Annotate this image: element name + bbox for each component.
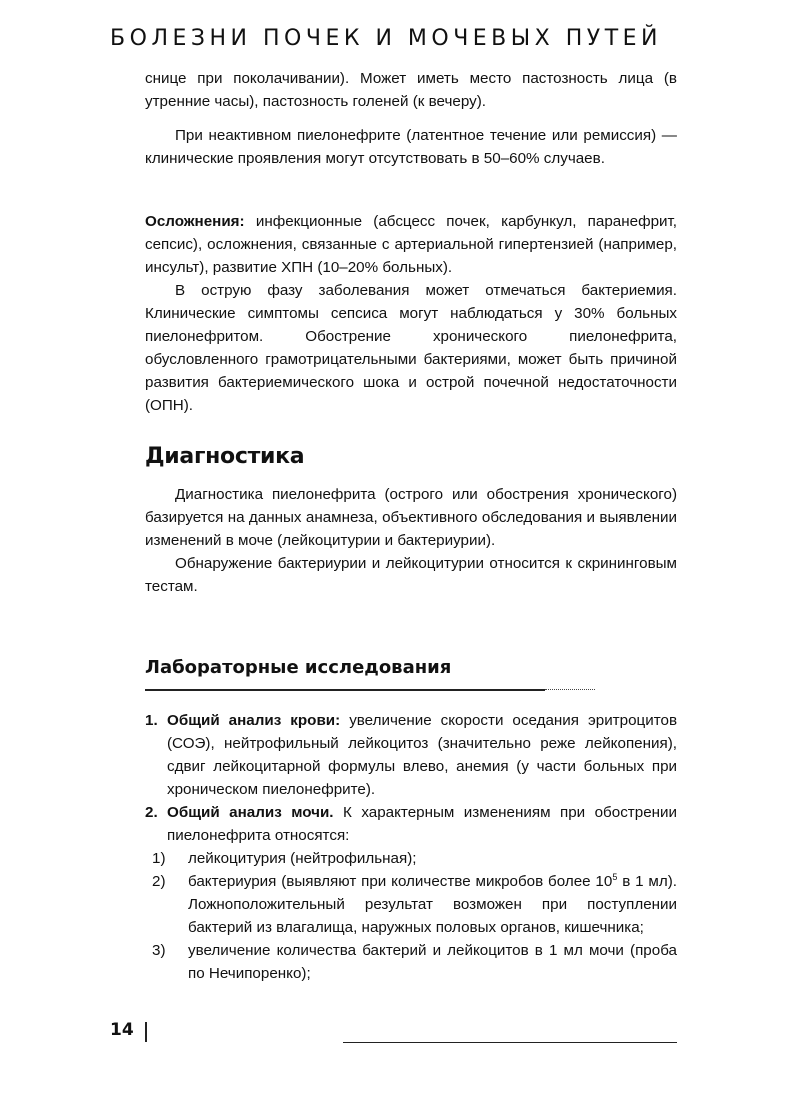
section-heading: Диагностика (145, 444, 305, 469)
list-item-text: К характерным изменениям при обострении пиелонефрита относятся: (167, 804, 678, 844)
page-number-divider (145, 1022, 147, 1042)
footer-rule (343, 1042, 677, 1043)
sub-list-item (152, 847, 677, 870)
bold-term: Общий анализ мочи. (167, 804, 334, 821)
sub-list-number: 2) (152, 873, 166, 890)
paragraph: При неактивном пиелонефрите (латентное течение или ремиссия) — клинические проявления могут отсутствовать в 50–60% случаев. (145, 127, 677, 167)
paragraph: В острую фазу заболевания может отмечаться бактериемия. Клинические симптомы сепсиса могут наблюдаться у 30% больных пиелонефритом. Обострение хронического пиелонефрита, обусловленного грамотрицательными бактериями, может быть причиной развития бактериемического шока и острой почечной недостаточности (ОПН). (145, 282, 677, 414)
bold-term: Осложнения: (145, 213, 245, 230)
sub-list-number: 3) (152, 942, 166, 959)
complications-block (145, 210, 677, 417)
sub-list-item (152, 870, 677, 939)
list-item (145, 709, 677, 801)
sub-list-item (152, 939, 677, 985)
sub-list-text: в 1 мл). Ложноположительный результат возможен при поступлении бактерий из влагалища, наружных половых органов, кишечника; (188, 873, 677, 936)
list-number: 1. (145, 712, 158, 729)
heading-underline-tail (545, 689, 595, 690)
paragraph: снице при поколачивании). Может иметь место пастозность лица (в утренние часы), пастозность голеней (к вечеру). (145, 70, 677, 110)
paragraph: Диагностика пиелонефрита (острого или обострения хронического) базируется на данных анамнеза, объективного обследования и выявлении изменений в моче (лейкоцитурии и бактериурии). (145, 486, 677, 549)
sub-list-text: бактериурия (выявляют при количестве микробов более 10 (188, 873, 613, 890)
list-number: 2. (145, 804, 158, 821)
sub-list-text: лейкоцитурия (нейтрофильная); (188, 850, 417, 867)
lab-tests-list (145, 709, 677, 985)
heading-underline (145, 689, 545, 691)
sub-list-text: увеличение количества бактерий и лейкоцитов в 1 мл мочи (проба по Нечипоренко); (188, 942, 677, 982)
list-item (145, 801, 677, 847)
page-number: 14 (110, 1020, 134, 1040)
bold-term: Общий анализ крови: (167, 712, 341, 729)
paragraph: Обнаружение бактериурии и лейкоцитурии относится к скрининговым тестам. (145, 555, 677, 595)
diagnostics-block (145, 483, 677, 598)
paragraph-text: инфекционные (абсцесс почек, карбункул, паранефрит, сепсис), осложнения, связанные с артериальной гипертензией (например, инсульт), развитие ХПН (10–20% больных). (145, 213, 677, 276)
list-item-text: увеличение скорости оседания эритроцитов (СОЭ), нейтрофильный лейкоцитоз (значительно реже лейкопения), сдвиг лейкоцитарной формулы влево, анемия (у части больных при хроническом пиелонефрите). (167, 712, 678, 798)
subsection-heading: Лабораторные исследования (145, 657, 452, 678)
running-head: БОЛЕЗНИ ПОЧЕК И МОЧЕВЫХ ПУТЕЙ (110, 26, 662, 51)
superscript: 5 (612, 871, 618, 882)
sub-list-number: 1) (152, 850, 166, 867)
intro-block (145, 67, 677, 170)
paragraph (145, 210, 677, 279)
